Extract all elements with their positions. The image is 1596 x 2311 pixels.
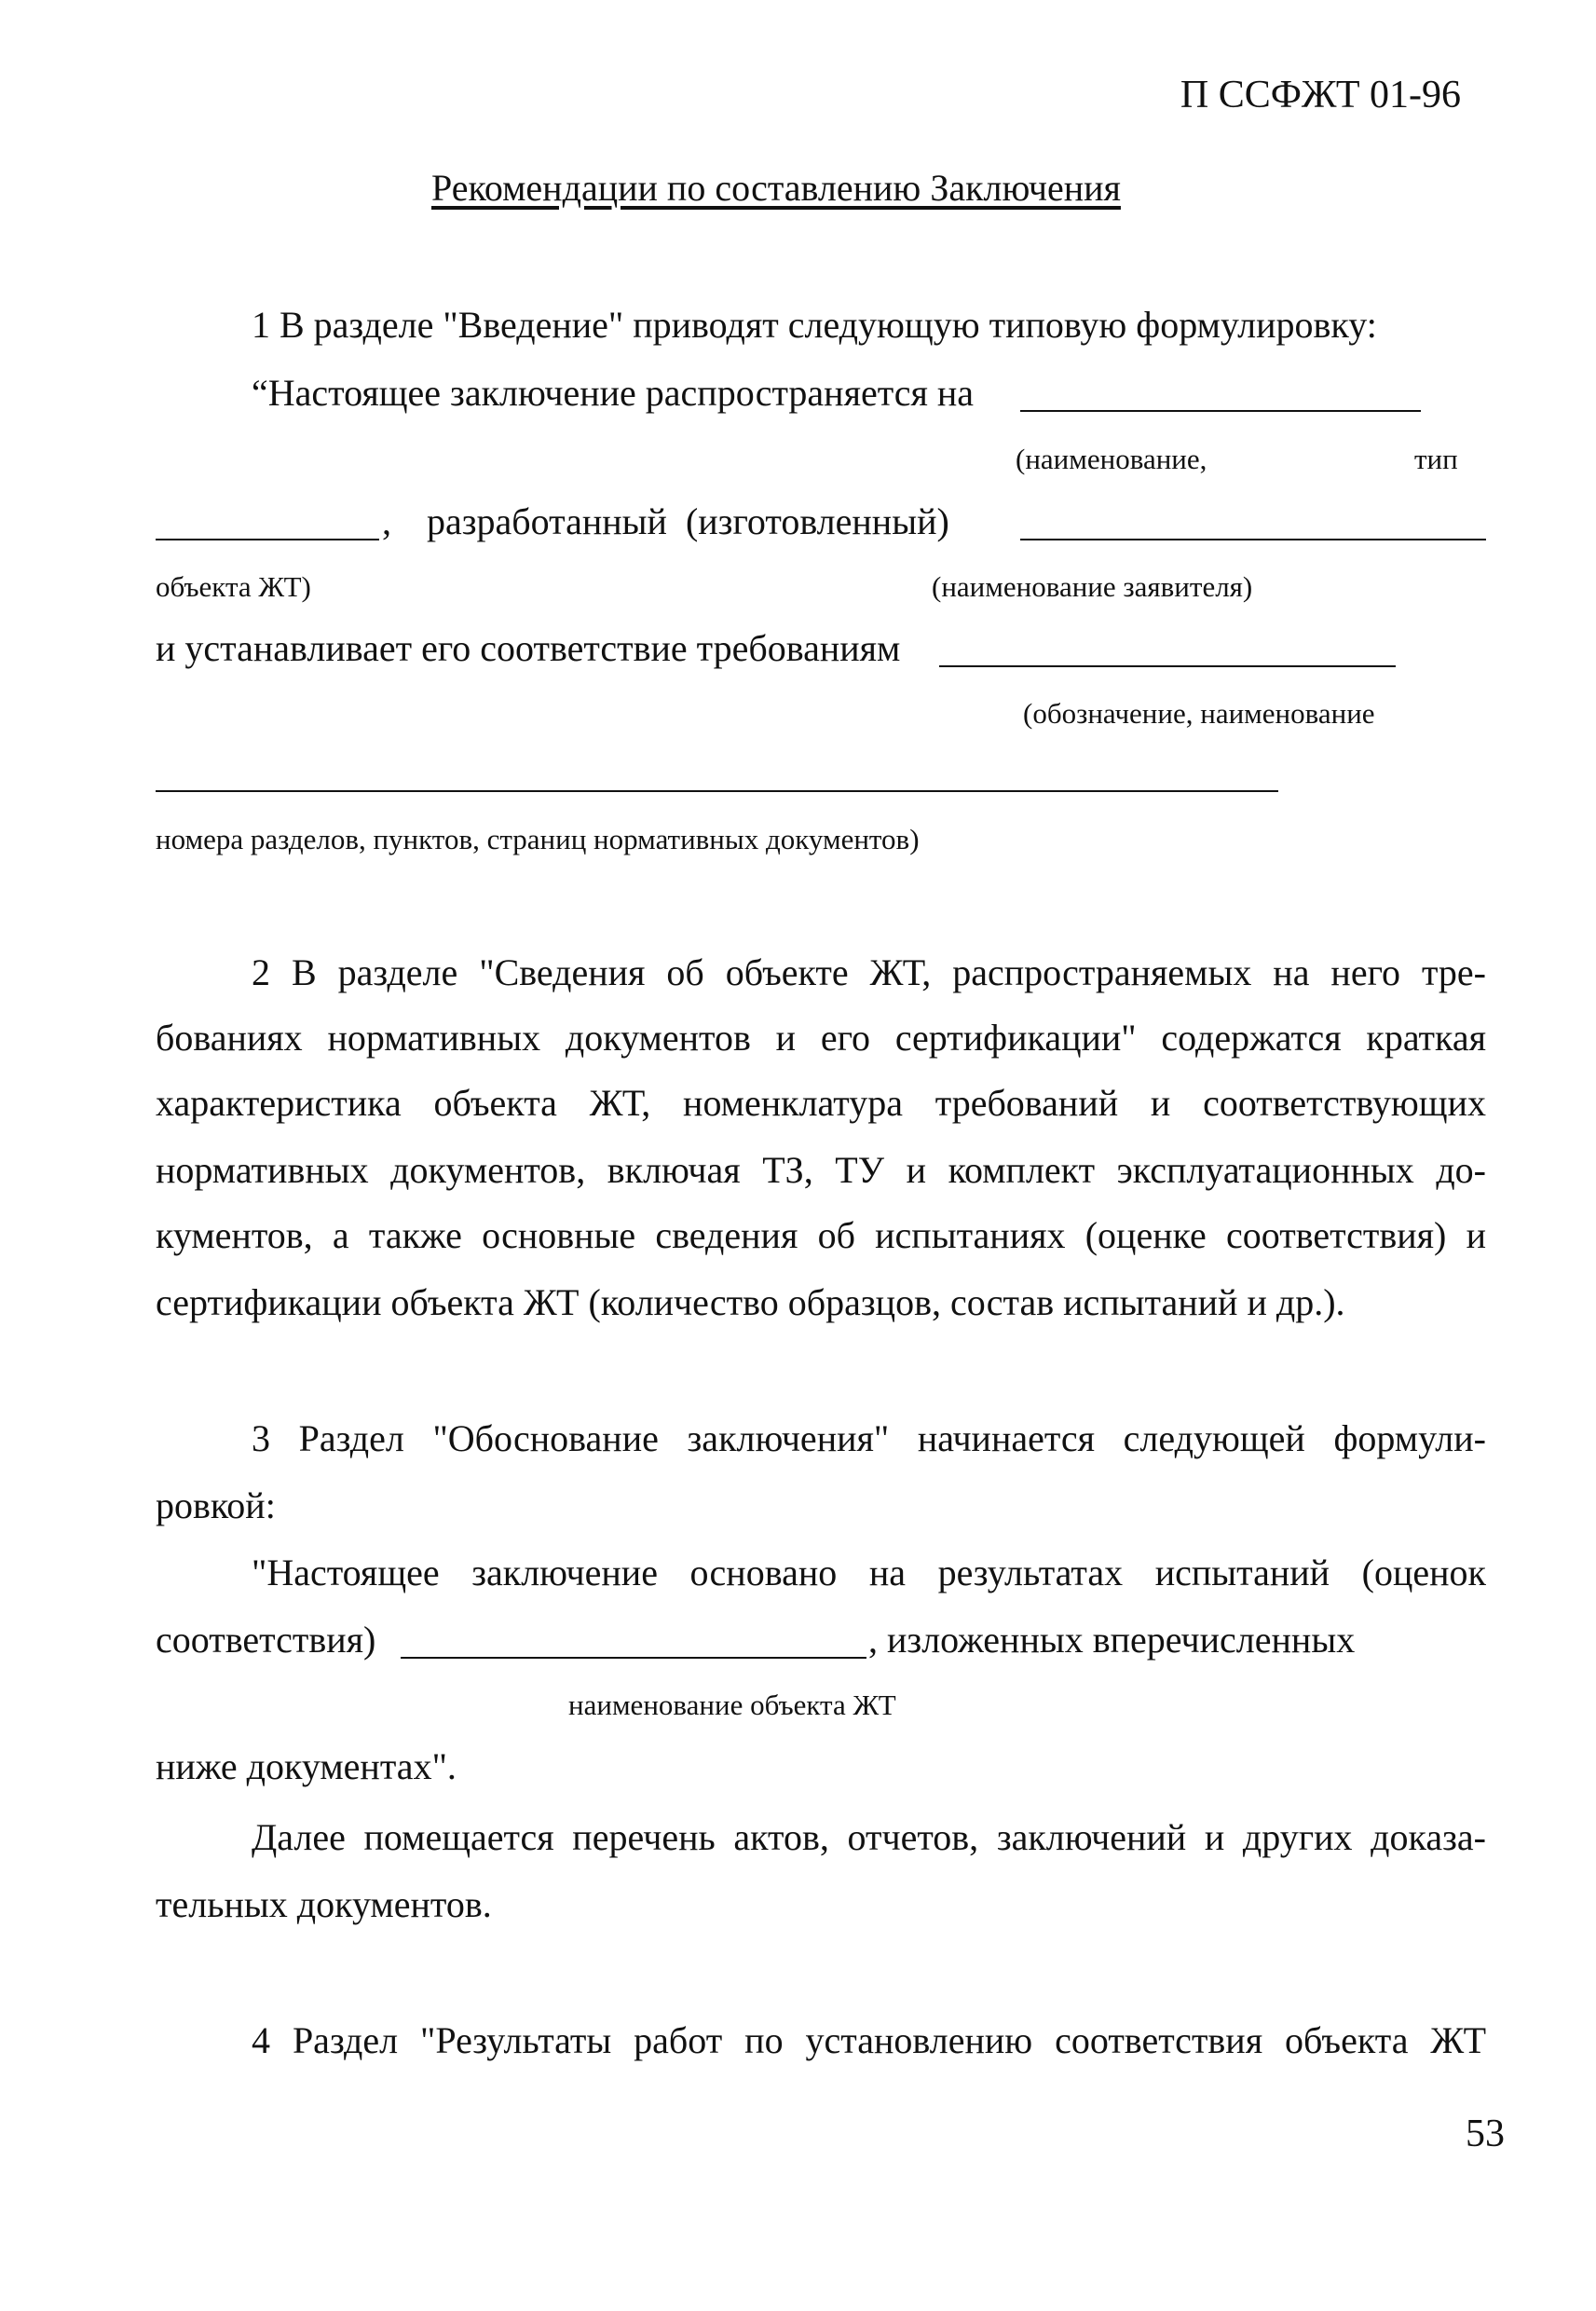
section-3-quote-line: "Настоящее заключение основано на результатах испытаний (оценок — [252, 1552, 1486, 1593]
blank-object-type — [156, 539, 379, 540]
section-1-template-line-a: “Настоящее заключение распространяется на — [252, 372, 975, 414]
section-2-line: характеристика объекта ЖТ, номенклатура требований и соответствующих — [156, 1082, 1486, 1124]
section-3-line: ровкой: — [156, 1484, 276, 1526]
section-2-line: кументов, а также основные сведения об испытаниях (оценке соответствия) и — [156, 1214, 1486, 1256]
section-3-quote-right: , изложенных вперечисленных — [868, 1619, 1356, 1661]
section-2-last-line: сертификации объекта ЖТ (количество образцов, состав испытаний и др.). — [156, 1281, 1345, 1323]
blank-object-name-2 — [401, 1657, 866, 1659]
section-2-line: 2 В разделе "Сведения об объекте ЖТ, распространяемых на него тре- — [252, 951, 1486, 993]
developed-label: разработанный (изготовленный) — [427, 500, 949, 542]
section-4-line: 4 Раздел "Результаты работ по установлению соответствия объекта ЖТ — [252, 2019, 1486, 2061]
section-1-template-line-c: и устанавливает его соответствие требованиям — [156, 627, 901, 669]
hint-applicant-name: (наименование заявителя) — [932, 570, 1253, 603]
section-1-intro: 1 В разделе "Введение" приводят следующую типовую формулировку: — [252, 304, 1377, 346]
document-code: П ССФЖТ 01-96 — [1180, 74, 1461, 116]
section-2-line: нормативных документов, включая ТЗ, ТУ и комплект эксплуатационных до- — [156, 1149, 1486, 1191]
hint-section-numbers: номера разделов, пунктов, страниц нормативных документов) — [156, 823, 920, 855]
section-2-line: бованиях нормативных документов и его сертификации" содержатся краткая — [156, 1017, 1486, 1059]
section-3-quote-left: соответствия) — [156, 1619, 376, 1661]
hint-object-name: наименование объекта ЖТ — [568, 1689, 896, 1721]
section-3-quote-end: ниже документах". — [156, 1745, 457, 1787]
hint-tip: тип — [1414, 443, 1458, 475]
blank-requirements — [939, 665, 1396, 667]
blank-applicant — [1020, 539, 1486, 540]
page-number: 53 — [1466, 2113, 1505, 2155]
blank-object-name — [1020, 410, 1421, 412]
hint-naimenovanie: (наименование, — [1016, 443, 1207, 475]
comma: , — [382, 500, 391, 542]
blank-requirements-continued — [156, 790, 1278, 792]
hint-designation: (обозначение, наименование — [1023, 697, 1375, 730]
hint-object-zht: объекта ЖТ) — [156, 570, 311, 603]
section-3-line: 3 Раздел "Обоснование заключения" начинается следующей формули- — [252, 1417, 1486, 1459]
page-title: Рекомендации по составлению Заключения — [431, 167, 1121, 209]
section-3-next-line: тельных документов. — [156, 1883, 492, 1925]
section-3-next-line: Далее помещается перечень актов, отчетов, заключений и других доказа- — [252, 1816, 1486, 1858]
